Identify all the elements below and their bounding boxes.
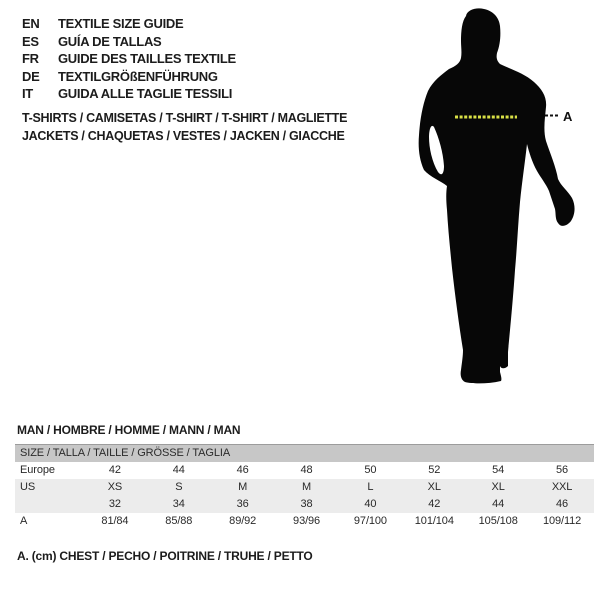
language-title: TEXTILGRÖßENFÜHRUNG <box>58 68 218 84</box>
size-value-cell: 40 <box>364 498 377 510</box>
table-row <box>15 462 594 479</box>
size-value-cell: 36 <box>236 498 249 510</box>
size-value-cell: 44 <box>172 464 185 476</box>
measurement-figure <box>416 8 580 388</box>
language-row <box>22 33 236 51</box>
language-row <box>22 85 236 103</box>
size-table-body <box>15 462 594 530</box>
row-label: Europe <box>20 464 55 476</box>
language-code: ES <box>22 33 39 49</box>
language-code: DE <box>22 68 40 84</box>
size-value-cell: 97/100 <box>353 515 387 527</box>
size-value-cell: XL <box>427 481 441 493</box>
language-title: GUIDA ALLE TAGLIE TESSILI <box>58 86 233 101</box>
row-label <box>15 496 83 513</box>
size-table <box>15 444 594 530</box>
size-value-cell: M <box>302 481 312 493</box>
size-value-cell: 101/104 <box>414 515 454 527</box>
section-heading: MAN / HOMBRE / HOMME / MANN / MAN <box>17 423 241 437</box>
language-title: TEXTILE SIZE GUIDE <box>58 16 184 31</box>
man-silhouette <box>419 8 575 383</box>
language-code: FR <box>22 51 39 66</box>
table-row <box>15 496 594 513</box>
garment-category-list <box>22 109 347 145</box>
size-value-cell: 56 <box>556 464 569 476</box>
language-code: EN <box>22 16 40 31</box>
garment-category-line: T-SHIRTS / CAMISETAS / T-SHIRT / T-SHIRT / MAGLIETTE <box>22 111 348 125</box>
size-value-cell: XL <box>491 481 505 493</box>
size-value-cell: 48 <box>300 464 313 476</box>
size-value-cell: 109/112 <box>542 515 582 527</box>
size-value-cell: 85/88 <box>165 515 193 527</box>
size-value-cell: XS <box>107 481 123 493</box>
measurement-footnote: A. (cm) CHEST / PECHO / POITRINE / TRUHE / PETTO <box>17 549 313 563</box>
row-label: A <box>20 515 28 527</box>
size-value-cell: 46 <box>556 498 569 510</box>
measure-label-a: A <box>563 109 573 124</box>
size-table-header: SIZE / TALLA / TAILLE / GRÖSSE / TAGLIA <box>15 444 594 462</box>
size-value-cell: 52 <box>428 464 441 476</box>
language-title: GUIDE DES TAILLES TEXTILE <box>58 51 236 66</box>
row-label: US <box>20 481 36 493</box>
language-title-list <box>22 15 236 103</box>
size-value-cell: 34 <box>172 498 185 510</box>
size-value-cell: 32 <box>108 498 121 510</box>
size-value-cell: 50 <box>364 464 377 476</box>
size-value-cell: 44 <box>492 498 505 510</box>
language-title: GUÍA DE TALLAS <box>58 33 162 49</box>
size-value-cell: 81/84 <box>101 515 129 527</box>
language-row <box>22 50 236 68</box>
table-row <box>15 479 594 496</box>
size-value-cell: 54 <box>492 464 505 476</box>
garment-category-line: JACKETS / CHAQUETAS / VESTES / JACKEN / GIACCHE <box>22 129 345 143</box>
size-value-cell: 42 <box>108 464 121 476</box>
language-row <box>22 15 236 33</box>
table-row <box>15 513 594 530</box>
size-value-cell: 38 <box>300 498 313 510</box>
size-value-cell: 93/96 <box>293 515 321 527</box>
size-value-cell: 46 <box>236 464 249 476</box>
language-code: IT <box>22 86 33 101</box>
size-value-cell: L <box>367 481 374 493</box>
size-value-cell: 89/92 <box>229 515 257 527</box>
size-value-cell: XXL <box>551 481 573 493</box>
man-silhouette-graphic <box>416 8 580 388</box>
size-value-cell: 42 <box>428 498 441 510</box>
size-value-cell: S <box>175 481 183 493</box>
language-row <box>22 68 236 86</box>
size-value-cell: 105/108 <box>478 515 518 527</box>
size-value-cell: M <box>238 481 248 493</box>
